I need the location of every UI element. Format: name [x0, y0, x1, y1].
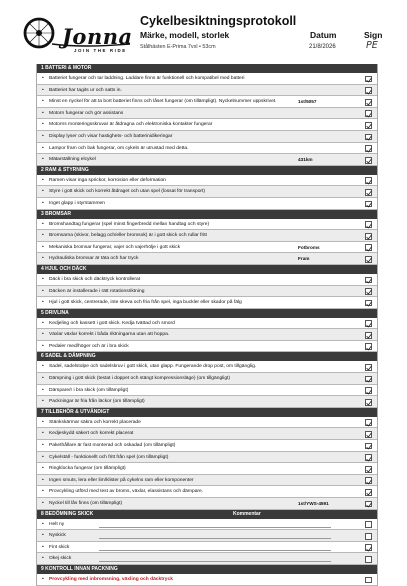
checklist-row [37, 530, 377, 542]
checklist-item-text: Ingen smuts, lera eller lim/klister på cykelns ram eller komponenter [49, 477, 194, 483]
checklist-item-text: Ramen visar inga sprickor, korrosion eller deformation [49, 177, 166, 183]
section-title: 7 TILLBEHÖR & UTVÄNDIGT [41, 408, 110, 415]
checklist-row [37, 186, 377, 198]
checkbox[interactable] [365, 76, 372, 83]
checkbox[interactable] [365, 145, 372, 152]
checklist-row [37, 131, 377, 143]
checklist-item-text: Växlar växlar korrekt i båda riktningarna utan att hoppa. [49, 332, 170, 338]
section-header [37, 64, 377, 73]
checkmark-icon [366, 333, 372, 339]
checkmark-icon [366, 123, 372, 129]
checklist-item-text: Dämpning i gott skick (testat i doppet och stängt kompressionsläge) (om tillgängligt) [49, 376, 231, 382]
checklist-row [37, 297, 377, 309]
checklist-row [37, 108, 377, 120]
checkmark-icon [366, 202, 372, 208]
checklist-item-value: 1st/YWS-4591 [298, 501, 329, 506]
bullet-icon: • [42, 288, 44, 294]
checklist-item-text: Okej skick [49, 556, 72, 562]
bullet-icon: • [42, 521, 44, 527]
comment-line[interactable] [99, 561, 331, 562]
bullet-icon: • [42, 145, 44, 151]
section-header [37, 265, 377, 274]
checkmark-icon [366, 467, 372, 473]
checklist-item-text: Hjul i gott skick, centrerade, inte skeva och fria från spel, inga buckler eller skador på fälg [49, 300, 242, 306]
bullet-icon: • [42, 133, 44, 139]
checklist-item-text: Däcken är installerade i rätt rotationsriktning [49, 288, 145, 294]
checkmark-icon [366, 234, 372, 240]
checklist-row [37, 73, 377, 85]
checklist-item-text: Hydrauliska bromsar är täta och har tryck [49, 256, 139, 262]
date-value: 21/8/2026 [309, 44, 336, 50]
checklist-item-value: Fotbroms [298, 244, 320, 250]
checkbox[interactable] [365, 110, 372, 117]
bullet-icon: • [42, 443, 44, 449]
bullet-icon: • [42, 501, 44, 506]
bullet-icon: • [42, 177, 44, 183]
checklist-row [37, 85, 377, 97]
checklist-item-value: 1st/5057 [298, 99, 317, 105]
checklist-row [37, 553, 377, 565]
checklist-row [37, 498, 377, 510]
checklist-item-text: Mätarställning elcykel [49, 157, 96, 163]
checklist-row [37, 286, 377, 298]
checklist-item-text: Nyckel till lås finns (om tillämpligt) [49, 501, 123, 506]
checklist-item-text: Kedjeskydd säkert och korrekt placerat [49, 431, 134, 437]
checkbox[interactable] [365, 489, 372, 496]
checklist-item-value: Fram [298, 256, 310, 262]
checkbox[interactable] [365, 533, 372, 540]
bullet-icon: • [42, 387, 44, 393]
checkbox[interactable] [365, 443, 372, 450]
bullet-icon: • [42, 399, 44, 405]
checklist-item-text: Bromshandtag fungerar (spel minst fingerbredd mellan handtag och styre) [49, 221, 210, 227]
checkmark-icon [366, 432, 372, 438]
checkbox[interactable] [365, 521, 372, 528]
checklist-item-text: Packningar är fria från läckor (om tillämpligt) [49, 399, 145, 405]
checklist-item-text: Batteriet har tagits ur och satts in. [49, 87, 122, 93]
checklist-item-text: Pedaler med/höger och är i bra skick [49, 343, 129, 349]
model-label: Märke, modell, storlek [140, 30, 230, 40]
checkbox[interactable] [365, 134, 372, 141]
checkbox[interactable] [365, 332, 372, 339]
checklist-item-text: Provcykling med inbromsning, växling och däcktryck [49, 576, 173, 582]
checkmark-icon [366, 546, 372, 552]
checkbox[interactable] [365, 177, 372, 184]
checklist-item-text: Sadel, sadelstolpe och sadelskruv i gott skick, utan glapp. Fungerande drop post, om tillgänglig. [49, 364, 257, 370]
bullet-icon: • [42, 489, 44, 495]
bullet-icon: • [42, 276, 44, 282]
checklist-row [37, 143, 377, 155]
checklist-row [37, 119, 377, 131]
checklist-row [37, 373, 377, 385]
checklist-row [37, 519, 377, 531]
checklist-item-text: Nyskick [49, 533, 66, 539]
checklist-row [37, 385, 377, 397]
checklist-item-text: Display lyser och visar hastighets- och batterinidikeringar [49, 133, 173, 139]
checklist-row [37, 274, 377, 286]
bullet-icon: • [42, 576, 44, 582]
checkbox[interactable] [365, 343, 372, 350]
checkbox[interactable] [365, 419, 372, 426]
checklist-item-text: Batteriet fungerar och tar laddning. Laddare finns är funktionell och kompatibel med batteri [49, 76, 245, 81]
sign-label: Sign [364, 30, 383, 40]
checkmark-icon [366, 147, 372, 153]
checklist-row [37, 361, 377, 373]
checkbox[interactable] [365, 477, 372, 484]
checkmark-icon [366, 77, 372, 83]
checklist-row [37, 198, 377, 210]
checkbox[interactable] [365, 221, 372, 228]
bullet-icon: • [42, 244, 44, 250]
checklist-row [37, 96, 377, 108]
section-header [37, 166, 377, 175]
checklist-item-text: Inget glapp i styrstammen [49, 200, 105, 206]
checkmark-icon [366, 278, 372, 284]
checkmark-icon [366, 246, 372, 252]
checklist-row [37, 230, 377, 242]
bullet-icon: • [42, 320, 44, 326]
checklist-item-text: Helt ny [49, 521, 65, 527]
checkmark-icon [366, 289, 372, 295]
checklist-row [37, 219, 377, 231]
checklist-item-text: Bromsarna (skivor, belagg och/eller bromsok) är i gott skick och rullar fritt [49, 233, 207, 239]
checkmark-icon [366, 479, 372, 485]
comment-label: Kommentar [233, 510, 261, 517]
checkbox[interactable] [365, 577, 372, 584]
checkbox[interactable] [365, 233, 372, 240]
model-value: Stålhästen E-Prima 7vxl • 53cm [140, 44, 216, 50]
checklist-item-text: Pakethållare är fast monterad och oskadad (om tillämpligt) [49, 443, 176, 449]
checkbox[interactable] [365, 544, 372, 551]
bullet-icon: • [42, 233, 44, 239]
bullet-icon: • [42, 200, 44, 206]
checkbox[interactable] [365, 157, 372, 164]
brand-tagline: JOIN THE RIDE [74, 48, 127, 53]
checkbox[interactable] [365, 288, 372, 295]
comment-line[interactable] [99, 550, 331, 551]
bullet-icon: • [42, 477, 44, 483]
checklist-item-value: 431km [298, 157, 313, 163]
checkbox[interactable] [365, 431, 372, 438]
checkbox[interactable] [365, 99, 372, 106]
bullet-icon: • [42, 556, 44, 562]
checklist-item-text: Kedjeling och kassett i gott skick. Kedja tvättad och smord [49, 320, 175, 326]
date-label: Datum [310, 30, 337, 40]
bullet-icon: • [42, 87, 44, 93]
checkmark-icon [366, 223, 372, 229]
checkmark-icon [366, 158, 372, 164]
checkbox[interactable] [365, 364, 372, 371]
checklist-row [37, 542, 377, 554]
checkmark-icon [366, 135, 372, 141]
checkmark-icon [366, 365, 372, 371]
checkbox[interactable] [365, 320, 372, 327]
page-title: Cykelbesiktningsprotokoll [140, 14, 297, 28]
checklist-row [37, 574, 377, 586]
bullet-icon: • [42, 364, 44, 370]
checkbox[interactable] [365, 244, 372, 251]
section-header [37, 510, 377, 519]
checklist-row [37, 341, 377, 353]
checklist-row [37, 318, 377, 330]
checklist-item-text: Däck i bra skick och däcktryck kontrollerat [49, 276, 141, 282]
bullet-icon: • [42, 76, 44, 81]
checkbox[interactable] [365, 201, 372, 208]
checkbox[interactable] [365, 466, 372, 473]
checkmark-icon [366, 301, 372, 307]
checkbox[interactable] [365, 300, 372, 307]
checkmark-icon [366, 89, 372, 95]
bullet-icon: • [42, 99, 44, 105]
checklist-item-text: Cykelställ - funktionellt och fritt från spel (om tillämpligt) [49, 454, 169, 460]
checkmark-icon [366, 421, 372, 427]
bullet-icon: • [42, 332, 44, 338]
section-title: 2 RAM & STYRNING [41, 166, 89, 173]
bullet-icon: • [42, 256, 44, 262]
checklist-row [37, 175, 377, 187]
checkbox[interactable] [365, 122, 372, 129]
section-title: 9 KONTROLL INNAN PACKNING [41, 565, 118, 572]
checkbox[interactable] [365, 454, 372, 461]
section-header [37, 565, 377, 574]
checkmark-icon [366, 389, 372, 395]
checklist-item-text: Motorn fungerar och gör assistans [49, 110, 124, 116]
jonna-logo [22, 14, 134, 54]
checkmark-icon [366, 377, 372, 383]
checkbox[interactable] [365, 256, 372, 263]
bullet-icon: • [42, 110, 44, 116]
section-title: 6 SADEL & DÄMPNING [41, 353, 96, 360]
section-title: 3 BROMSAR [41, 210, 72, 217]
bullet-icon: • [42, 466, 44, 472]
checklist-row [37, 329, 377, 341]
checkmark-icon [366, 502, 372, 508]
checkmark-icon [366, 179, 372, 185]
checklist-item-text: Provcykling utförd med test av broms, växlar, elassistans och dämpare. [49, 489, 204, 495]
checklist-row [37, 417, 377, 429]
checkmark-icon [366, 400, 372, 406]
checkbox[interactable] [365, 556, 372, 563]
checklist-row [37, 428, 377, 440]
checklist-item-text: Stänkskärmar säkra och korrekt placerade [49, 419, 141, 425]
bullet-icon: • [42, 157, 44, 163]
checklist-row [37, 463, 377, 475]
checklist-row [37, 396, 377, 408]
section-header [37, 309, 377, 318]
checkmark-icon [366, 322, 372, 328]
comment-line[interactable] [99, 538, 331, 539]
checkmark-icon [366, 345, 372, 351]
checkbox[interactable] [365, 87, 372, 94]
sign-value: PE [366, 40, 378, 51]
checklist-item-text: Dämpare/r i bra skick (om tillämpligt) [49, 387, 129, 393]
comment-line[interactable] [99, 527, 331, 528]
brand-name: Jonna [62, 24, 133, 49]
checklist-item-text: Lampor fram och bak fungerar, om cykeln är utrustad med detta. [49, 145, 189, 151]
checklist-row [37, 475, 377, 487]
bullet-icon: • [42, 533, 44, 539]
section-title: 8 BEDÖMNING SKICK [41, 510, 94, 517]
checklist-item-text: Motorns monteringsskruvar är åtdragna och elektroniska kontakter fungerar [49, 122, 213, 128]
checkmark-icon [366, 100, 372, 106]
checkbox[interactable] [365, 189, 372, 196]
bullet-icon: • [42, 454, 44, 460]
bullet-icon: • [42, 189, 44, 195]
checkbox[interactable] [365, 501, 372, 508]
checkbox[interactable] [365, 387, 372, 394]
bullet-icon: • [42, 343, 44, 349]
checkbox[interactable] [365, 399, 372, 406]
checklist-item-text: Styre i gott skick och korrekt åtdraget och utan spel (lossat för transport) [49, 189, 206, 195]
bullet-icon: • [42, 376, 44, 382]
checkmark-icon [366, 490, 372, 496]
section-header [37, 210, 377, 219]
checklist-row [37, 154, 377, 166]
bullet-icon: • [42, 300, 44, 306]
checklist-row [37, 452, 377, 464]
checkbox[interactable] [365, 376, 372, 383]
section-title: 4 HJUL OCH DÄCK [41, 265, 87, 272]
checklist-item-text: Ringklocka fungerar (om tillämpligt) [49, 466, 126, 472]
checklist-row [37, 486, 377, 498]
checklist-row [37, 440, 377, 452]
bullet-icon: • [42, 419, 44, 425]
section-header [37, 352, 377, 361]
checkmark-icon [366, 112, 372, 118]
section-title: 5 DRIVLINA [41, 309, 69, 316]
checklist-item-text: Mekaniska bromsar fungerar, vajer och vajerhölje i gott skick [49, 244, 181, 250]
checkmark-icon [366, 257, 372, 263]
section-title: 1 BATTERI & MOTOR [41, 65, 92, 71]
checkmark-icon [366, 456, 372, 462]
bullet-icon: • [42, 221, 44, 227]
section-header [37, 408, 377, 417]
checklist-table [36, 64, 378, 586]
checkbox[interactable] [365, 277, 372, 284]
checkmark-icon [366, 190, 372, 196]
bullet-icon: • [42, 122, 44, 128]
checklist-item-text: Minst en nyckel för att ta bort batteriet finns och låset fungerar (om tillämpligt). Nyckelnummer uppskrivet. [49, 99, 277, 105]
bullet-icon: • [42, 544, 44, 550]
bullet-icon: • [42, 431, 44, 437]
checklist-row [37, 242, 377, 254]
checkmark-icon [366, 444, 372, 450]
checklist-row [37, 253, 377, 265]
checklist-item-text: Fint skick [49, 544, 70, 550]
